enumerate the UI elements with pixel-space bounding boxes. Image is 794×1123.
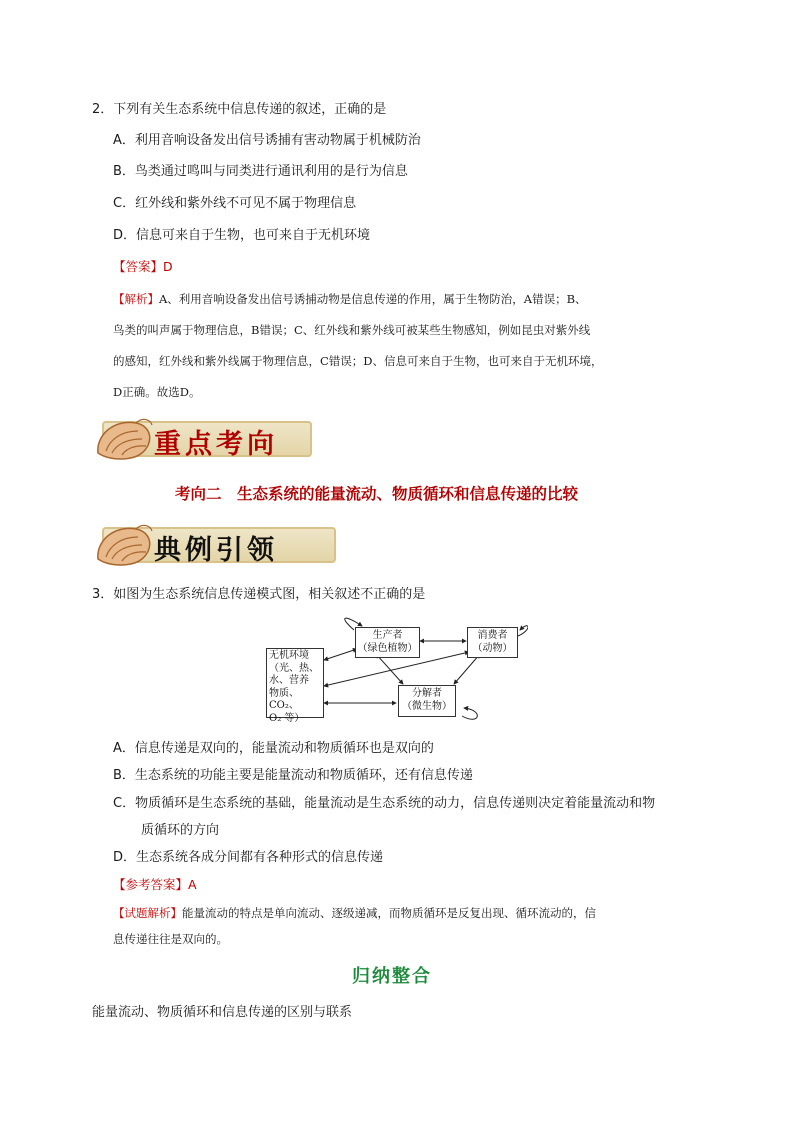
analysis-tag: 【解析】: [113, 292, 159, 306]
q3-answer: [113, 876, 197, 895]
answer-value: D: [163, 259, 173, 274]
abiotic-environment-box: 无机环境 （光、热、 水、营养 物质、CO₂、 O₂ 等）: [266, 648, 324, 718]
q2-option-a: A．利用音响设备发出信号诱捕有害动物属于机械防治: [113, 133, 421, 148]
q2-analysis-line: 【解析】A、利用音响设备发出信号诱捕动物是信息传递的作用，属于生物防治，A错误；B、: [113, 292, 587, 306]
q3-option-b: B．生态系统的功能主要是能量流动和物质循环，还有信息传递: [113, 768, 473, 783]
answer-value: A: [188, 877, 197, 892]
q2-answer: [113, 258, 173, 277]
q3-option-c-cont: 质循环的方向: [141, 823, 220, 838]
summary-title: 归纳整合: [352, 966, 432, 987]
q2-analysis-line: 鸟类的叫声属于物理信息，B错误；C、红外线和紫外线可被某些生物感知，例如昆虫对紫外线: [113, 323, 591, 337]
q2-analysis-line: D正确。故选D。: [113, 385, 201, 399]
q2-option-d: D．信息可来自于生物，也可来自于无机环境: [113, 228, 371, 243]
banner-example: [92, 519, 336, 571]
q2-option-c: C．红外线和紫外线不可见不属于物理信息: [113, 196, 357, 211]
producer-box: 生产者 （绿色植物）: [355, 627, 420, 658]
analysis-tag: 【试题解析】: [113, 906, 182, 920]
decomposer-box: 分解者 （微生物）: [398, 685, 456, 717]
info-transfer-diagram: [258, 616, 528, 728]
q3-analysis-line: 息传递往往是双向的。: [113, 932, 228, 946]
q3-analysis-line: 【试题解析】能量流动的特点是单向流动、逐级递减，而物质循环是反复出现、循环流动的，信: [113, 906, 596, 920]
conch-shell-icon: [92, 413, 158, 465]
answer-tag: 【参考答案】: [113, 877, 189, 892]
banner-title: 典例引领: [154, 535, 278, 566]
banner-key-direction: [92, 413, 312, 465]
q2-stem: 2．下列有关生态系统中信息传递的叙述，正确的是: [92, 102, 387, 117]
q3-option-a: A．信息传递是双向的，能量流动和物质循环也是双向的: [113, 741, 434, 756]
consumer-box: 消费者 （动物）: [467, 627, 518, 658]
q3-stem: 3．如图为生态系统信息传递模式图，相关叙述不正确的是: [92, 587, 426, 602]
q2-option-b: B．鸟类通过鸣叫与同类进行通讯利用的是行为信息: [113, 164, 408, 179]
q3-option-d: D．生态系统各成分间都有各种形式的信息传递: [113, 850, 384, 865]
q2-analysis-line: 的感知，红外线和紫外线属于物理信息，C错误；D、信息可来自于生物，也可来自于无机环境，: [113, 354, 603, 368]
banner-title: 重点考向: [154, 429, 278, 460]
summary-text: 能量流动、物质循环和信息传递的区别与联系: [92, 1005, 353, 1020]
conch-shell-icon: [92, 519, 158, 571]
q3-option-c: C．物质循环是生态系统的基础，能量流动是生态系统的动力，信息传递则决定着能量流动和物: [113, 796, 656, 811]
answer-tag: 【答案】: [113, 259, 164, 274]
section-title: 考向二 生态系统的能量流动、物质循环和信息传递的比较: [175, 485, 579, 503]
